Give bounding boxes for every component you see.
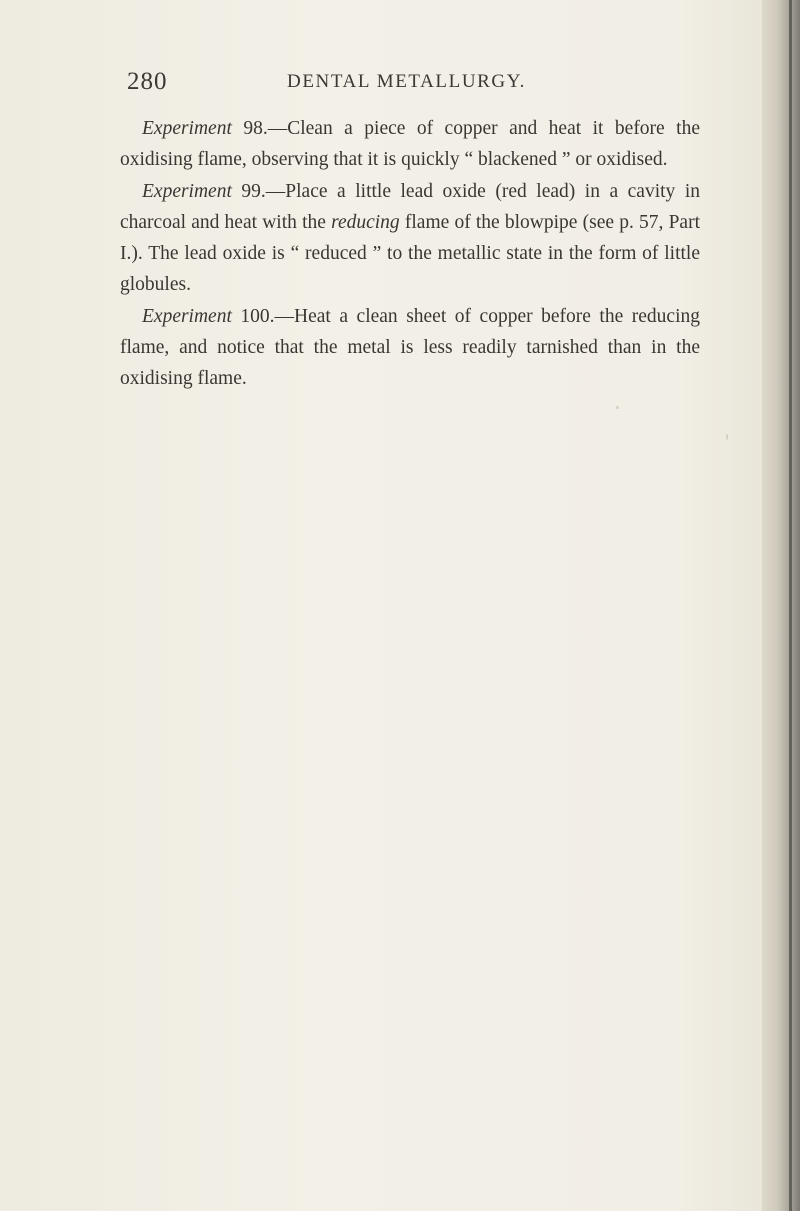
page-header: [127, 68, 597, 98]
running-head: DENTAL METALLURGY.: [287, 71, 526, 92]
binding-edge: [789, 0, 792, 1211]
paragraph-experiment-98: [120, 113, 700, 176]
experiment-label: Experiment: [142, 180, 232, 202]
experiment-label: Experiment: [142, 118, 232, 139]
paragraph-text: 99.—Place a little lead oxide (red lead) in a cavity in charcoal and heat with the: [120, 180, 700, 233]
paragraph-text: 98.—Clean a piece of copper and heat it before the oxidising flame, observing that it is quickly “ blackened ” or oxidised.: [120, 118, 700, 171]
paper-speck: [616, 406, 619, 409]
page-edge-shadow: [762, 0, 800, 1211]
paragraph-text: flame of the blowpipe (see p. 57, Part I.). The lead oxide is “ reduced ” to the metallic state in the form of little globules.: [120, 211, 701, 296]
paragraph-text: 100.—Heat a clean sheet of copper before the reducing flame, and notice that the metal is less readily tarnished than in the oxidising flame.: [120, 305, 700, 390]
experiment-label: Experiment: [142, 305, 232, 327]
emphasis-reducing: reducing: [331, 211, 400, 233]
paper-speck: [726, 434, 728, 440]
page-number: 280: [127, 68, 168, 95]
paragraph-experiment-99: [120, 176, 700, 301]
body-text: [120, 113, 700, 395]
paragraph-experiment-100: [120, 301, 700, 395]
